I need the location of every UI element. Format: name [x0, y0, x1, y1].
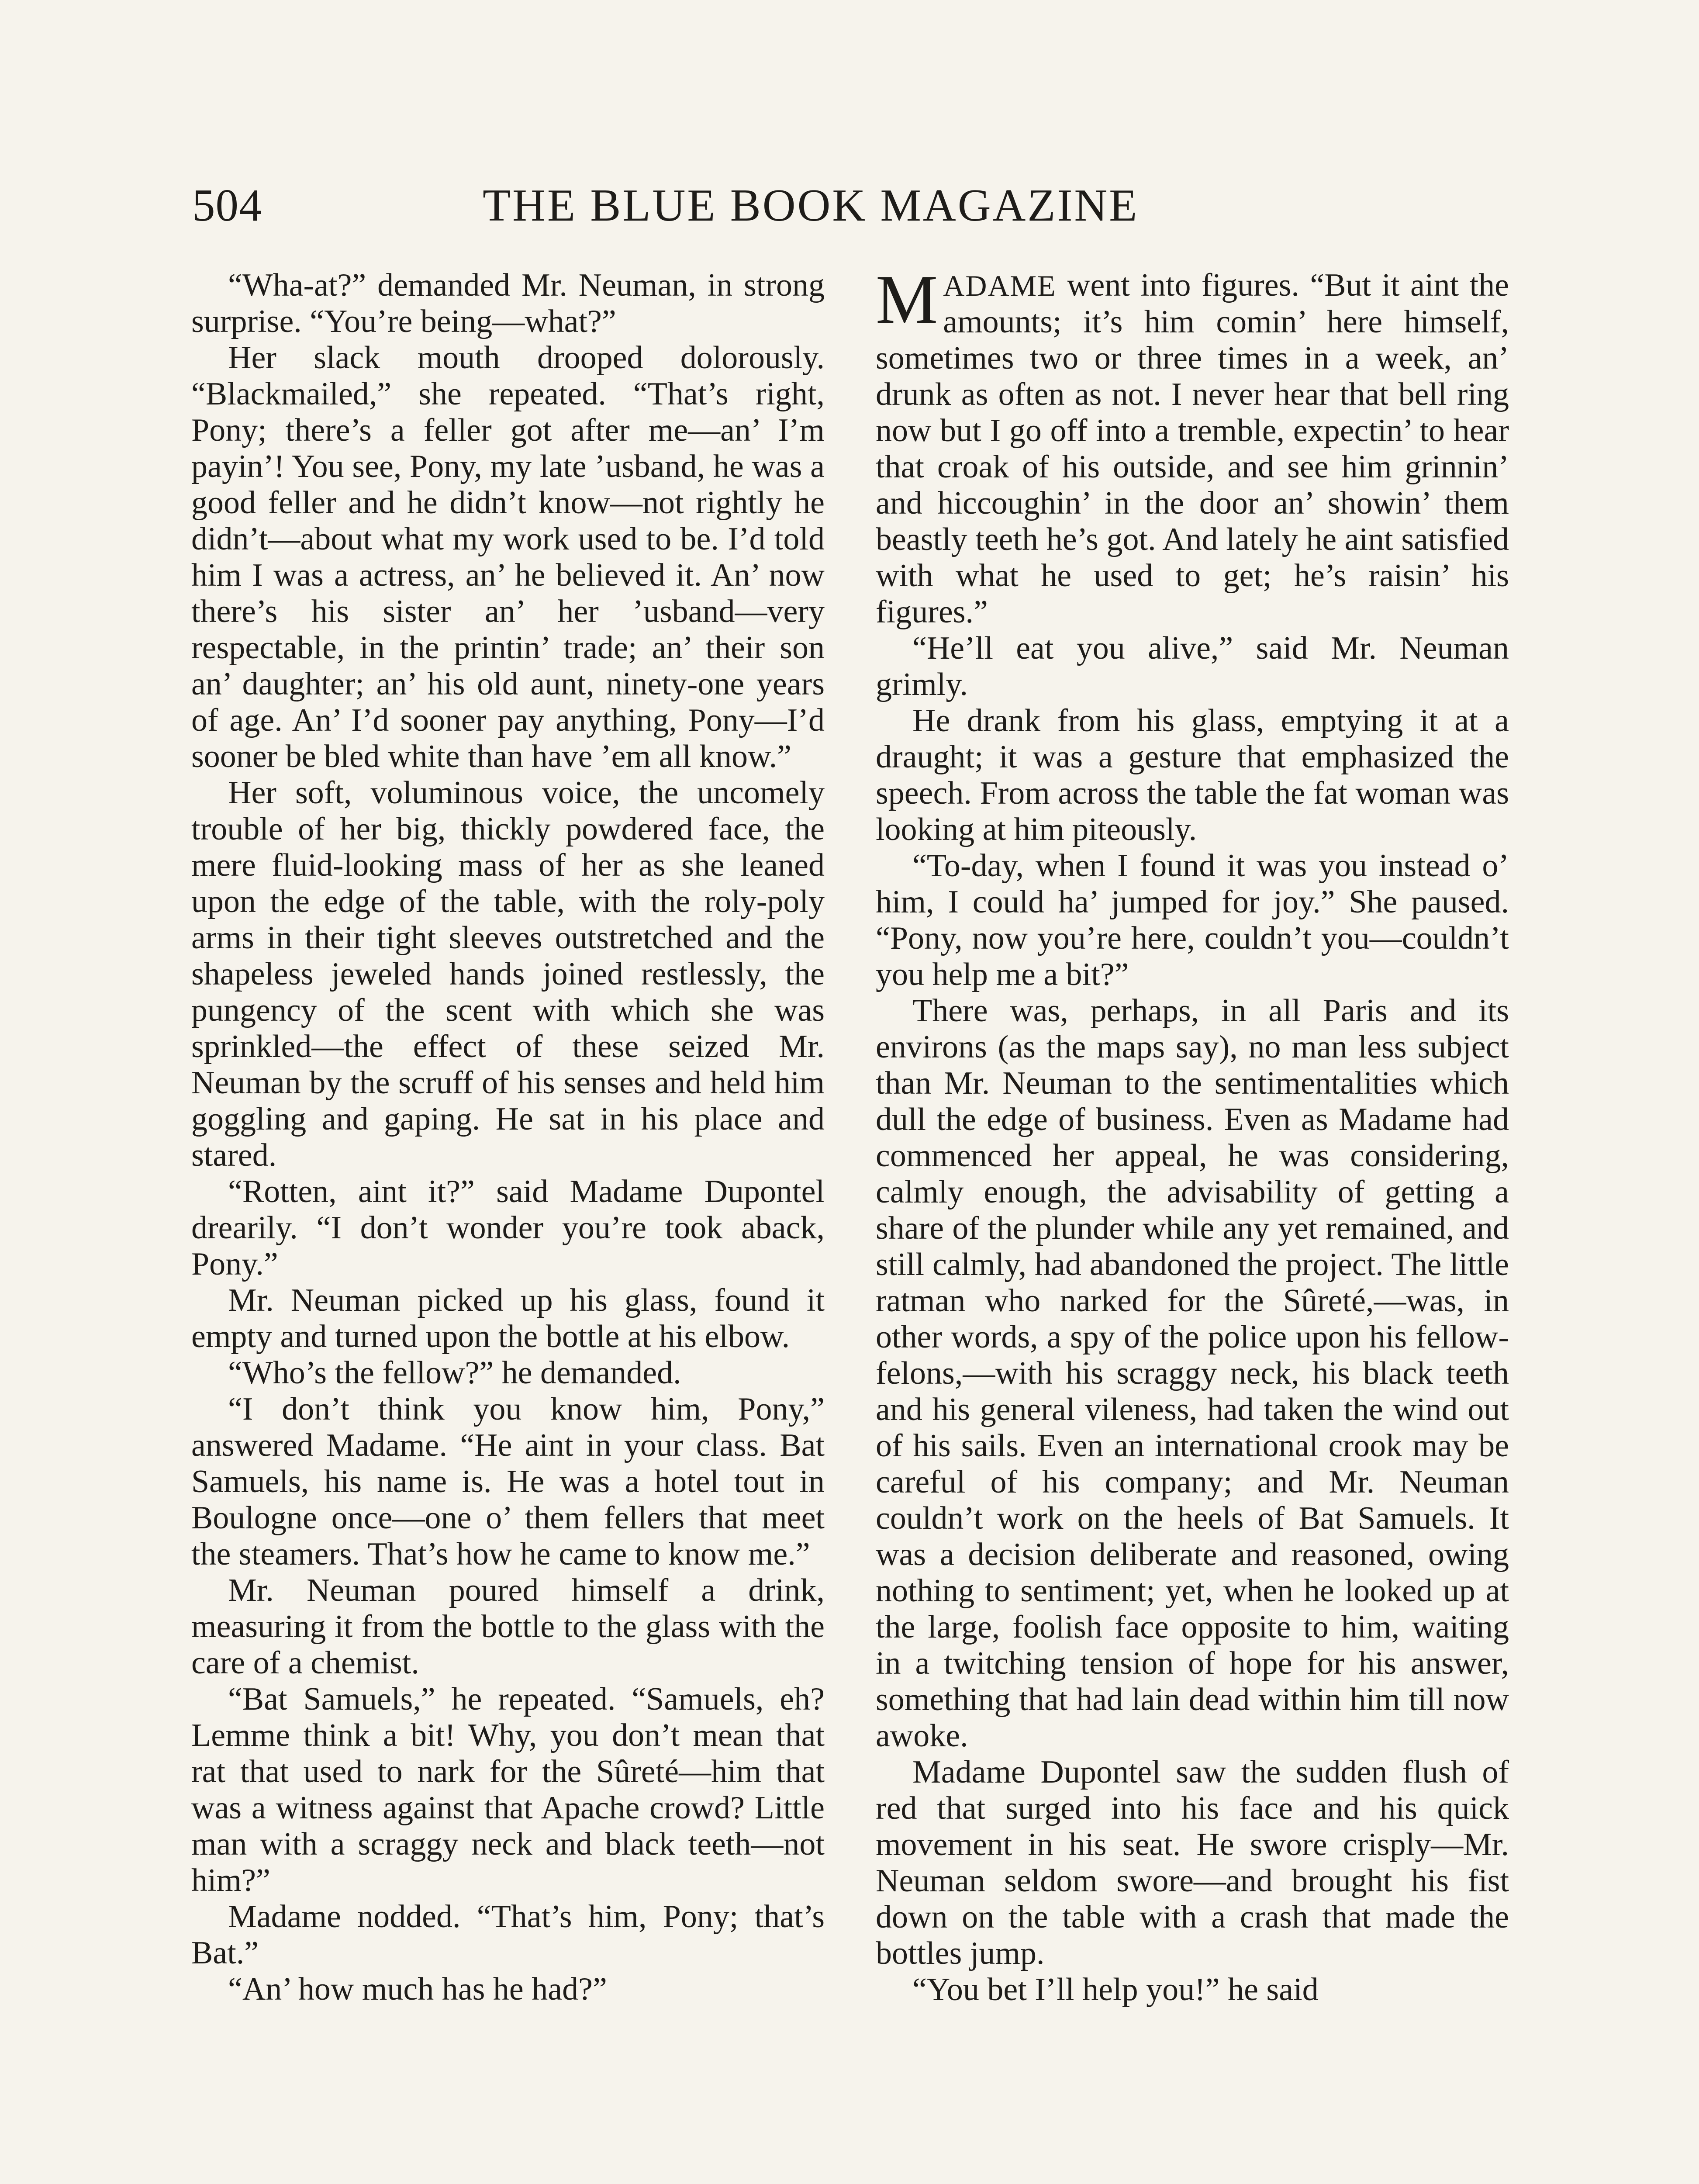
paragraph: “To-day, when I found it was you instead o’ him, I could ha’ jumped for joy.” She paused. “Pony, now you’re here, couldn’t you—couldn’t you help me a bit?”: [876, 848, 1509, 992]
paragraph: Mr. Neuman picked up his glass, found it empty and turned upon the bottle at his elbow.: [191, 1282, 825, 1355]
opening-paragraph: [876, 260, 1509, 630]
paragraph: “Bat Samuels,” he repeated. “Samuels, eh? Lemme think a bit! Why, you don’t mean that rat that used to nark for the Sûreté—him that was a witness against that Apache crowd? Little man with a scraggy neck and black teeth—not him?”: [191, 1681, 825, 1898]
left-text-column: [191, 267, 825, 2008]
paragraph: “Rotten, aint it?” said Madame Dupontel drearily. “I don’t wonder you’re took aback, Pony.”: [191, 1174, 825, 1282]
paragraph: “Who’s the fellow?” he demanded.: [228, 1355, 681, 1391]
paragraph: Madame nodded. “That’s him, Pony; that’s Bat.”: [191, 1899, 825, 1971]
magazine-title: THE BLUE BOOK MAGAZINE: [483, 180, 1139, 231]
paragraph: “Wha-at?” demanded Mr. Neuman, in strong surprise. “You’re being—what?”: [191, 267, 825, 339]
paragraph: Madame Dupontel saw the sudden flush of red that surged into his face and his quick movement in his seat. He swore crisply—Mr. Neuman seldom swore—and brought his fist down on the table with a crash that made the bottles jump.: [876, 1754, 1509, 1971]
paragraph: Her slack mouth drooped dolorously. “Blackmailed,” she repeated. “That’s right, Pony; there’s a feller got after me—an’ I’m payin’! You see, Pony, my late ’usband, he was a good feller and he didn’t know—not rightly he didn’t—about what my work used to be. I’d told him I was a actress, an’ he believed it. An’ now there’s his sister an’ her ’usband—very respectable, in the printin’ trade; an’ their son an’ daughter; an’ his old aunt, ninety-one years of age. An’ I’d sooner pay anything, Pony—I’d sooner be bled white than have ’em all know.”: [191, 340, 825, 774]
paragraph: There was, perhaps, in all Paris and its environs (as the maps say), no man less subject than Mr. Neuman to the sentimentalities which dull the edge of business. Even as Madame had commenced her appeal, he was considering, calmly enough, the advisability of getting a share of the plunder while any yet remained, and still calmly, had abandoned the project. The little ratman who narked for the Sûreté,—was, in other words, a spy of the police upon his fellow-felons,—with his scraggy neck, his black teeth and his general vileness, had taken the wind out of his sails. Even an international crook may be careful of his company; and Mr. Neuman couldn’t work on the heels of Bat Samuels. It was a decision deliberate and reasoned, owing nothing to sentiment; yet, when he looked up at the large, foolish face opposite to him, waiting in a twitching tension of hope for his answer, something that had lain dead within him till now awoke.: [876, 993, 1509, 1754]
drop-cap: M: [876, 260, 938, 338]
paragraph: Mr. Neuman poured himself a drink, measuring it from the bottle to the glass with the care of a chemist.: [191, 1572, 825, 1681]
right-text-column: [876, 260, 1509, 2008]
paragraph: He drank from his glass, emptying it at a draught; it was a gesture that emphasized the speech. From across the table the fat woman was looking at him piteously.: [876, 703, 1509, 847]
paragraph: Her soft, voluminous voice, the uncomely trouble of her big, thickly powdered face, the mere fluid-looking mass of her as she leaned upon the edge of the table, with the roly-poly arms in their tight sleeves outstretched and the shapeless jeweled hands joined restlessly, the pungency of the scent with which she was sprinkled—the effect of these seized Mr. Neuman by the scruff of his senses and held him goggling and gaping. He sat in his place and stared.: [191, 775, 825, 1173]
page-number: 504: [192, 180, 262, 231]
paragraph: “An’ how much has he had?”: [228, 1971, 607, 2007]
paragraph-text: went into figures. “But it aint the amounts; it’s him comin’ here himself, sometimes two or three times in a week, an’ drunk as often as not. I never hear that bell ring now but I go off into a tremble, expectin’ to hear that croak of his outside, and see him grinnin’ and hiccoughin’ in the door an’ showin’ them beastly teeth he’s got. And lately he aint satisfied with what he used to get; he’s raisin’ his figures.”: [876, 267, 1509, 630]
page-header: [192, 173, 1247, 238]
paragraph: “You bet I’ll help you!” he said: [912, 1972, 1319, 2008]
paragraph: “I don’t think you know him, Pony,” answered Madame. “He aint in your class. Bat Samuels, his name is. He was a hotel tout in Boulogne once—one o’ them fellers that meet the steamers. That’s how he came to know me.”: [191, 1391, 825, 1572]
paragraph: “He’ll eat you alive,” said Mr. Neuman grimly.: [876, 630, 1509, 702]
small-caps-lead: ADAME: [943, 269, 1057, 302]
